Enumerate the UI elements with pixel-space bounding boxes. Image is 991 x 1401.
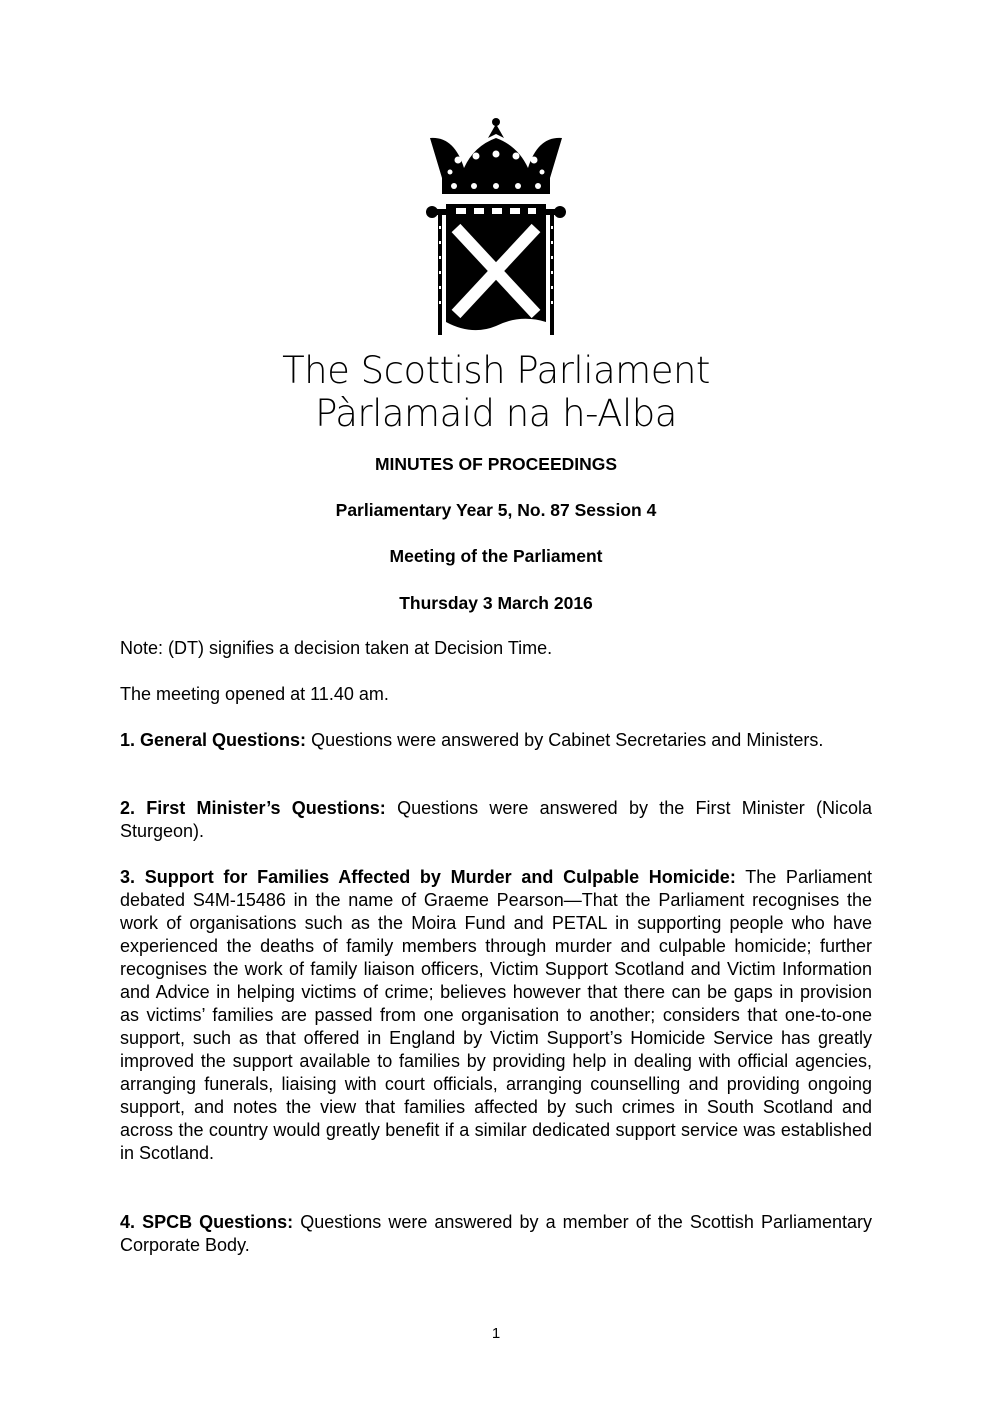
- scottish-parliament-crest-icon: [424, 116, 568, 340]
- agenda-item-text: Questions were answered by the First Minister (Nicola Sturgeon).: [120, 798, 872, 841]
- agenda-item: [120, 797, 872, 843]
- parliament-name-english: The Scottish Parliament: [282, 349, 710, 392]
- page-number: 1: [491, 1325, 501, 1342]
- parliamentary-year-line: Parliamentary Year 5, No. 87 Session 4: [335, 500, 657, 520]
- agenda-item-text: Questions were answered by a member of the Scottish Parliamentary Corporate Body.: [120, 1212, 872, 1255]
- agenda-item: [120, 1211, 872, 1257]
- agenda-item-text: The Parliament debated S4M-15486 in the name of Graeme Pearson—That the Parliament recognises the work of organisations such as the Moira Fund and PETAL in supporting people who have experienced the deaths of family members through murder and culpable homicide; further recognises the work of family liaison officers, Victim Support Scotland and Victim Information and Advice in helping victims of crime; believes however that there can be gaps in provision as victims’ families are passed from one organisation to another; considers that one-to-one support, such as that offered in England by Victim Support’s Homicide Service has greatly improved the support available to families by providing help in dealing with official agencies, arranging funerals, liaising with court officials, arranging counselling and providing ongoing support, and notes the view that families affected by such crimes in South Scotland and across the country would greatly benefit if a similar dedicated support service was established in Scotland.: [120, 867, 872, 1163]
- agenda-item-text: Questions were answered by Cabinet Secretaries and Ministers.: [311, 730, 824, 750]
- agenda-item: [120, 729, 872, 752]
- parliament-name-gaelic: Pàrlamaid na h-Alba: [315, 392, 677, 435]
- agenda-item-heading: 2. First Minister’s Questions:: [120, 798, 386, 818]
- meeting-date: Thursday 3 March 2016: [399, 593, 593, 613]
- agenda-item: [120, 866, 872, 1165]
- decision-time-note: Note: (DT) signifies a decision taken at Decision Time.: [120, 638, 553, 658]
- agenda-item-heading: 3. Support for Families Affected by Murder and Culpable Homicide:: [120, 867, 736, 887]
- agenda-item-heading: 1. General Questions:: [120, 730, 307, 750]
- document-title: MINUTES OF PROCEEDINGS: [374, 454, 618, 474]
- agenda-item-heading: 4. SPCB Questions:: [120, 1212, 294, 1232]
- meeting-title: Meeting of the Parliament: [389, 546, 603, 566]
- opening-time: The meeting opened at 11.40 am.: [120, 684, 389, 704]
